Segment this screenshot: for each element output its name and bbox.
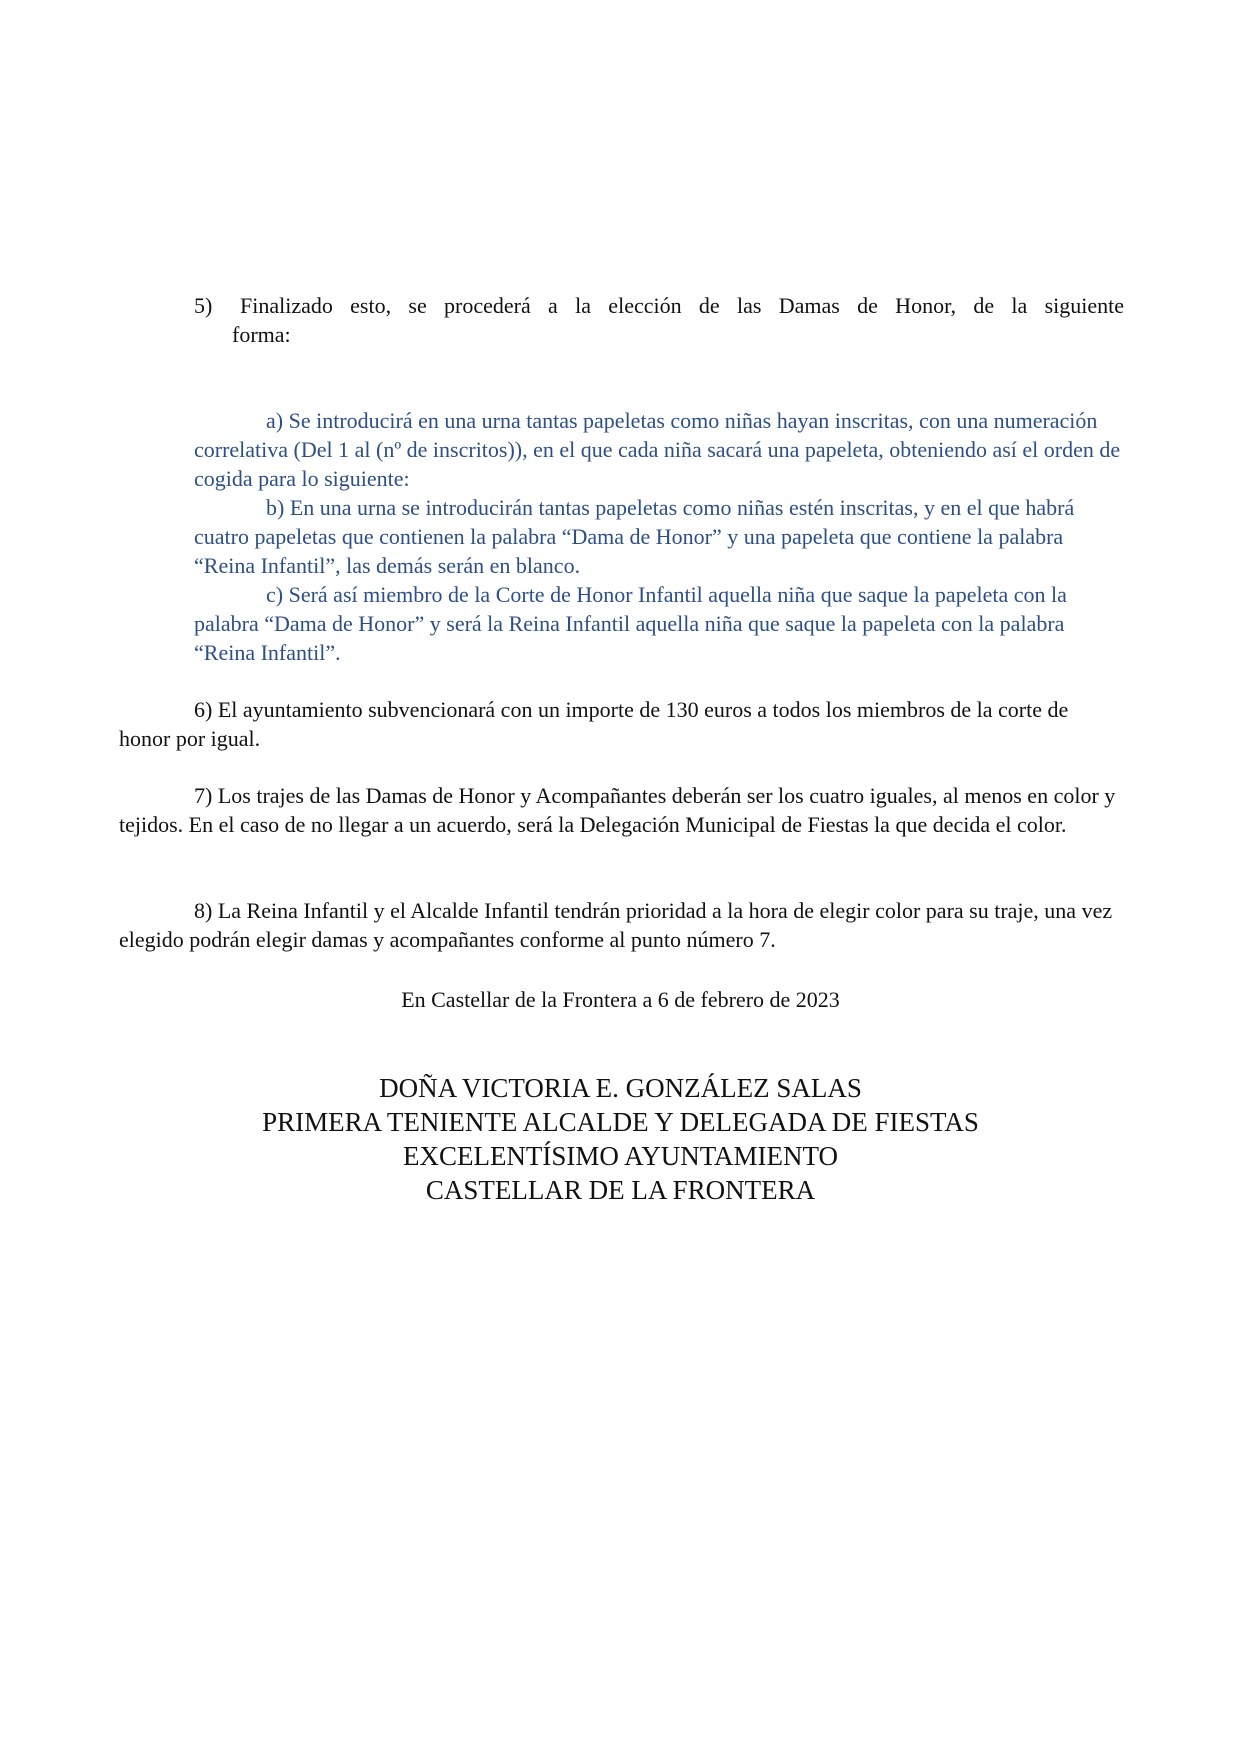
subitem-a-text: a) Se introducirá en una urna tantas papeletas como niñas hayan inscritas, con una numeración correlativa (Del 1 al (nº de inscritos)), en el que cada niña sacará una papeleta, obteniendo así el orden de cogida para lo siguiente: <box>194 408 1121 491</box>
subitem-c-text: c) Será así miembro de la Corte de Honor Infantil aquella niña que saque la papeleta con la palabra “Dama de Honor” y será la Reina Infantil aquella niña que saque la papeleta con la palabra “Reina Infantil”. <box>194 582 1067 665</box>
subitem-c <box>194 580 1124 667</box>
date-line: En Castellar de la Frontera a 6 de febrero de 2023 <box>401 987 840 1012</box>
item-5-number: 5) <box>194 293 213 318</box>
signatory-name: DOÑA VICTORIA E. GONZÁLEZ SALAS <box>379 1073 862 1103</box>
signatory-position: PRIMERA TENIENTE ALCALDE Y DELEGADA DE FIESTAS <box>262 1107 979 1137</box>
signature-block <box>0 1071 1241 1207</box>
item-5-text: Finalizado esto, se procederá a la elección de las Damas de Honor, de la siguiente <box>240 293 1124 318</box>
subitem-b <box>194 493 1124 580</box>
paragraph-7-text: 7) Los trajes de las Damas de Honor y Acompañantes deberán ser los cuatro iguales, al menos en color y tejidos. En el caso de no llegar a un acuerdo, será la Delegación Municipal de Fiestas la que decida el color. <box>119 783 1116 837</box>
paragraph-6 <box>119 695 1124 753</box>
item-5-line <box>194 291 1124 320</box>
subitem-b-text: b) En una urna se introducirán tantas papeletas como niñas estén inscritas, y en el que habrá cuatro papeletas que contienen la palabra “Dama de Honor” y una papeleta que contiene la palabra “Reina Infantil”, las demás serán en blanco. <box>194 495 1075 578</box>
paragraph-8-text: 8) La Reina Infantil y el Alcalde Infantil tendrán prioridad a la hora de elegir color para su traje, una vez elegido podrán elegir damas y acompañantes conforme al punto número 7. <box>119 898 1113 952</box>
subitem-a <box>194 406 1124 493</box>
signatory-institution: EXCELENTÍSIMO AYUNTAMIENTO <box>402 1141 839 1171</box>
signatory-town: CASTELLAR DE LA FRONTERA <box>425 1175 816 1205</box>
paragraph-6-text: 6) El ayuntamiento subvencionará con un importe de 130 euros a todos los miembros de la corte de honor por igual. <box>119 697 1069 751</box>
paragraph-7 <box>119 781 1124 839</box>
paragraph-8 <box>119 896 1124 954</box>
item-5-continuation: forma: <box>232 322 291 347</box>
